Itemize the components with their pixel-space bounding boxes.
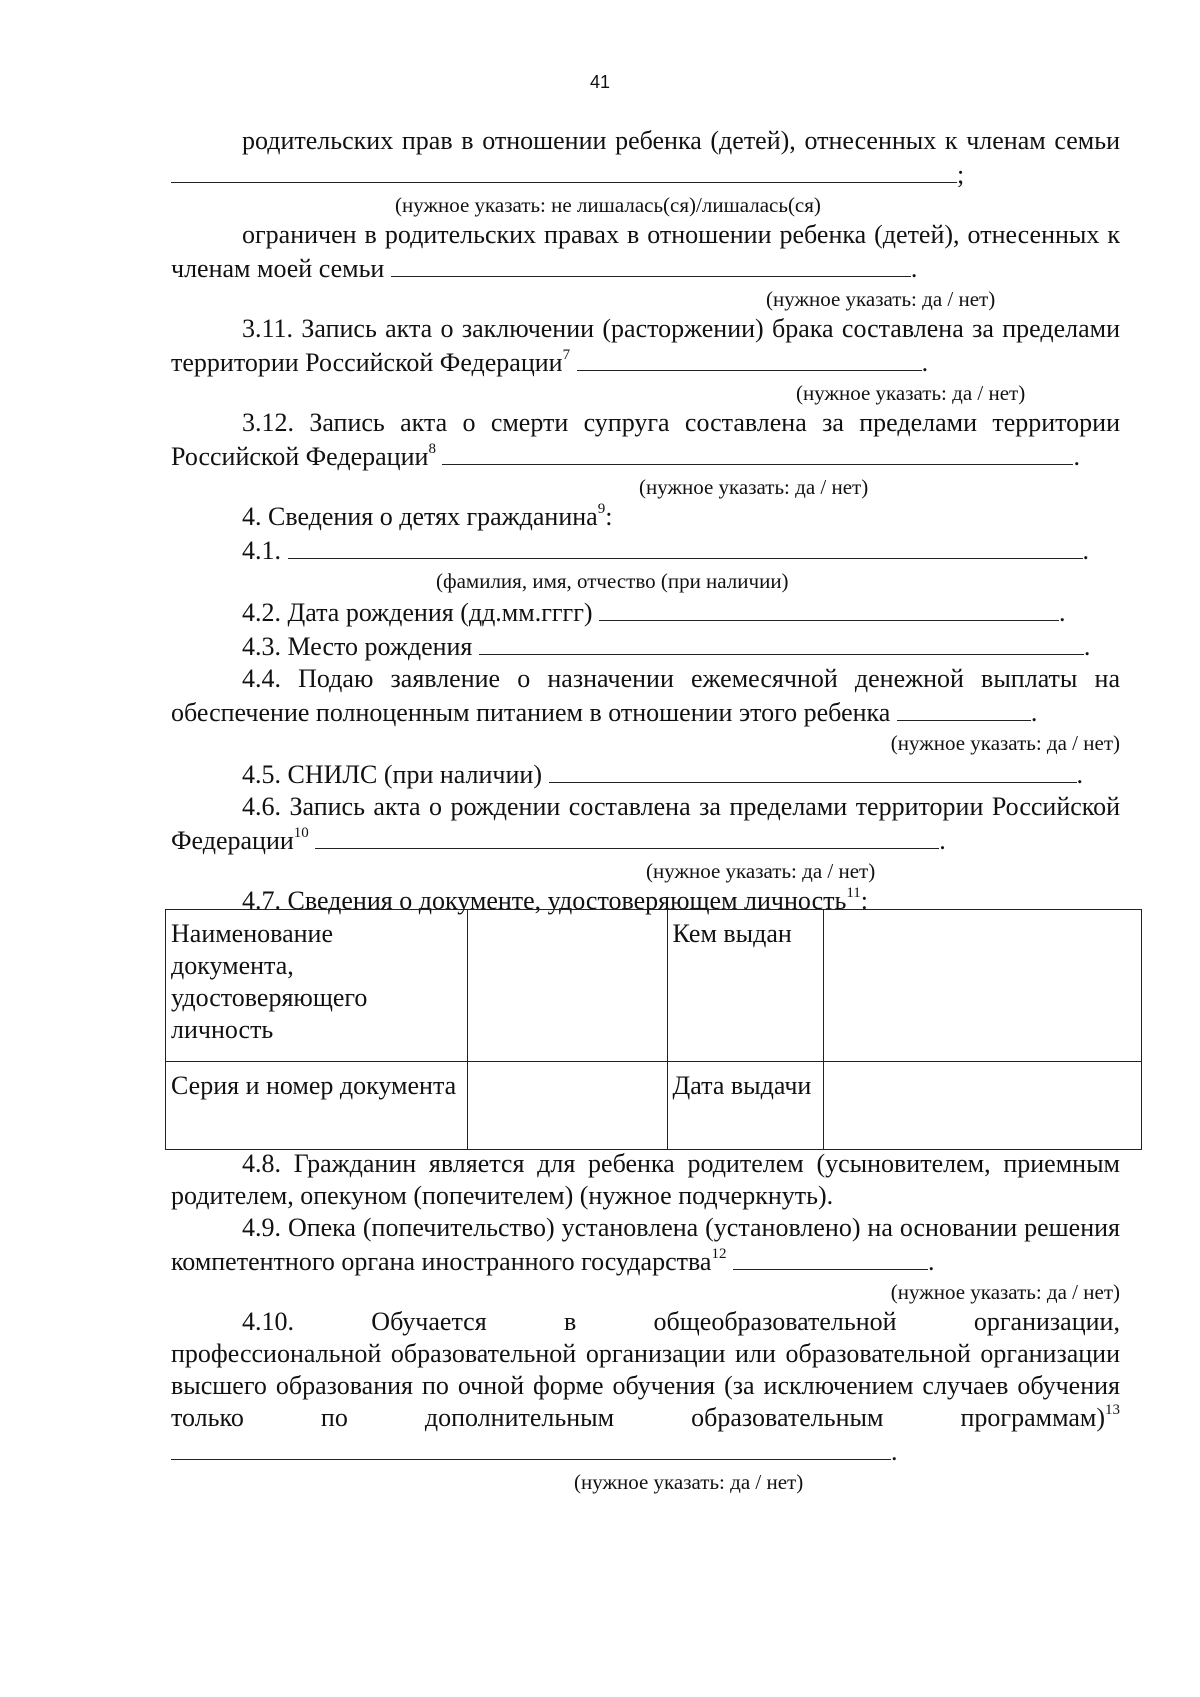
label: 4.5. СНИЛС (при наличии): [242, 760, 542, 789]
label: Российской Федерации: [171, 442, 429, 471]
fill-line-marriage-record[interactable]: [577, 345, 922, 371]
paragraph-text: 4.9. Опека (попечительство) установлена (установлено) на основании: [242, 1213, 1018, 1242]
footnote-ref: 7: [562, 347, 571, 363]
cell-issue-date-value[interactable]: [824, 1062, 1142, 1150]
hint-text: (нужное указать: да / нет): [574, 1470, 804, 1494]
word: 4.10.: [242, 1307, 294, 1336]
label: решения компетентного органа иностранного государства: [171, 1213, 1120, 1276]
word: общеобразовательной: [653, 1307, 897, 1336]
footnote-ref: 8: [428, 441, 436, 457]
item-4-10: [171, 1338, 1120, 1468]
item-4-3: [171, 629, 1120, 663]
paragraph-limited-rights: [171, 219, 1120, 285]
paragraph-text: приемным родителем, опекуном (попечителем) (нужное подчеркнуть).: [171, 1149, 1120, 1210]
paragraph-text: 3.11. Запись акта о заключении (расторжении) брака составлена за: [242, 314, 994, 343]
label: Российской Федерации: [171, 792, 1120, 855]
item-4-10-first-line: [171, 1306, 1120, 1338]
paragraph-text: профессиональной образовательной организации или образовательной: [171, 1339, 971, 1368]
hint-text: (нужное указать: да / нет): [766, 287, 996, 311]
cell-series-number-value[interactable]: [467, 1062, 667, 1150]
label: программам): [960, 1403, 1106, 1432]
punctuation: .: [927, 1247, 935, 1276]
hint-text: (нужное указать: да / нет): [639, 475, 869, 499]
footnote-ref: 9: [597, 501, 606, 517]
label: обеспечение полноценным питанием в отношении этого ребенка: [171, 698, 891, 727]
label: 4.7. Сведения о документе, удостоверяющем личность: [242, 886, 847, 915]
cell-issued-by-value[interactable]: [824, 910, 1142, 1062]
punctuation: .: [1083, 632, 1091, 661]
fill-line-snils[interactable]: [549, 757, 1077, 783]
punctuation: :: [605, 502, 613, 531]
fill-line-deprivation[interactable]: [171, 157, 957, 183]
punctuation: ;: [957, 160, 965, 189]
cell-issue-date-label: Дата выдачи: [667, 1062, 824, 1150]
label: отнесенных к членам моей семьи: [171, 220, 1120, 283]
footnote-ref: 12: [711, 1246, 727, 1262]
cell-doc-name-value[interactable]: [467, 910, 667, 1062]
hint-text: (фамилия, имя, отчество (при наличии): [436, 569, 789, 593]
label: 4.2. Дата рождения (дд.мм.гггг): [242, 598, 593, 627]
punctuation: .: [1073, 442, 1080, 471]
label: 4.1.: [242, 536, 281, 565]
identity-document-table: [165, 909, 1142, 1150]
item-4-4: [171, 663, 1120, 729]
punctuation: .: [1059, 598, 1066, 627]
paragraph-text: 4.4. Подаю заявление о назначении ежемесячной денежной выплаты на: [242, 664, 1120, 693]
section-4-heading: [171, 501, 1120, 533]
cell-doc-name-label: Наименование документа, удостоверяющего личность: [166, 910, 468, 1062]
punctuation: .: [921, 348, 929, 377]
form-section-upper: [171, 125, 1120, 917]
paragraph-text: 4.6. Запись акта о рождении составлена за пределами территории: [242, 792, 984, 821]
paragraph-text: 4.8. Гражданин является для ребенка родителем (усыновителем,: [242, 1149, 991, 1178]
paragraph-text: 3.12. Запись акта о смерти супруга составлена за пределами территории: [242, 408, 1120, 437]
paragraph-text: исключением случаев обучения только по дополнительным образовательным: [171, 1371, 1120, 1432]
punctuation: .: [1030, 698, 1038, 727]
punctuation: .: [910, 254, 918, 283]
paragraph-3-12: [171, 407, 1120, 473]
fill-line-limited-rights[interactable]: [391, 251, 911, 277]
item-4-2: [171, 595, 1120, 629]
footnote-ref: 13: [1105, 1402, 1121, 1418]
fill-line-birth-record[interactable]: [315, 823, 939, 849]
heading-text: 4. Сведения о детях гражданина: [242, 502, 598, 531]
fill-line-guardianship[interactable]: [733, 1244, 928, 1270]
label: семьи: [1054, 126, 1120, 155]
fill-line-nutrition-payment[interactable]: [897, 695, 1031, 721]
fill-line-birth-place[interactable]: [479, 629, 1084, 655]
item-4-9: [171, 1212, 1120, 1278]
punctuation: .: [1082, 536, 1089, 565]
fill-line-death-record[interactable]: [442, 439, 1073, 465]
word: в: [563, 1307, 577, 1336]
paragraph-text: родительских прав в отношении ребенка (детей), отнесенных к членам: [242, 126, 1046, 155]
hint-text: (нужное указать: не лишалась(ся)/лишалась(ся): [395, 193, 821, 217]
word: Обучается: [371, 1307, 487, 1336]
hint-text: (нужное указать: да / нет): [890, 731, 1120, 755]
page-number: 41: [589, 72, 611, 92]
paragraph-3-11: [171, 313, 1120, 379]
label: пределами территории Российской Федерации: [171, 314, 1120, 377]
item-4-5: [171, 757, 1120, 791]
footnote-ref: 10: [293, 825, 309, 841]
item-4-8: [171, 1148, 1120, 1212]
footnote-ref: 11: [846, 885, 861, 901]
punctuation: .: [1076, 760, 1083, 789]
item-4-6: [171, 791, 1120, 857]
word: организации,: [973, 1307, 1120, 1336]
cell-issued-by-label: Кем выдан: [667, 910, 824, 1062]
punctuation: .: [939, 826, 946, 855]
fill-line-birth-date[interactable]: [599, 595, 1059, 621]
item-4-1: [171, 533, 1120, 567]
paragraph-parental-rights: [171, 125, 1120, 191]
label: 4.3. Место рождения: [242, 632, 473, 661]
cell-series-number-label: Серия и номер документа: [166, 1062, 468, 1150]
punctuation: :: [860, 886, 869, 915]
form-section-lower: [171, 1148, 1120, 1496]
paragraph-text: организации высшего образования по очной форме обучения (за: [171, 1339, 1120, 1400]
fill-line-education[interactable]: [171, 1434, 891, 1460]
hint-text: (нужное указать: да / нет): [796, 381, 1026, 405]
paragraph-text: ограничен в родительских правах в отношении ребенка (детей),: [242, 220, 960, 249]
hint-text: (нужное указать: да / нет): [646, 859, 876, 883]
fill-line-child-name[interactable]: [288, 533, 1083, 559]
hint-text: (нужное указать: да / нет): [890, 1280, 1120, 1304]
punctuation: .: [891, 1437, 898, 1466]
